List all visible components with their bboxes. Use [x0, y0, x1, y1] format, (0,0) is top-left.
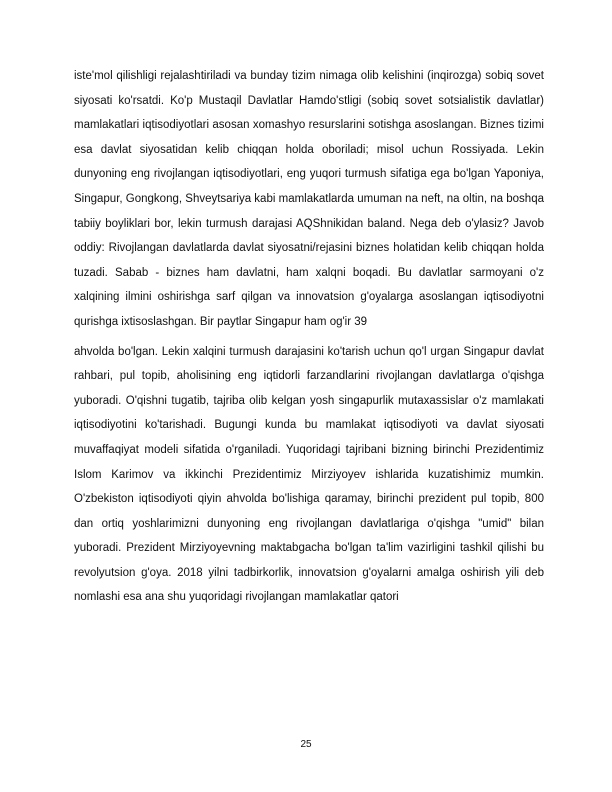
page-number: 25 — [300, 739, 312, 750]
paragraph-1: iste'mol qilishligi rejalashtiriladi va bunday tizim nimaga olib kelishini (inqirozga) sobiq sovet siyosati ko'rsatdi. Ko'p Mustaqil Davlatlar Hamdo'stligi (sobiq sovet sotsialistik davlatlar) mamlakatlari iqtisodiyotlari asosan xomashyo resurslarini sotishga asoslangan. Biznes tizimi esa davlat siyosatidan kelib chiqqan holda oboriladi; misol uchun Rossiyada. Lekin dunyoning eng rivojlangan iqtisodiyotlari, eng yuqori turmush sifatiga ega bo'lgan Yaponiya, Singapur, Gongkong, Shveytsariya kabi mamlakatlarda umuman na neft, na oltin, na boshqa tabiiy boyliklari bor, lekin turmush darajasi AQShnikidan baland. Nega deb o'ylasiz? Javob oddiy: Rivojlangan davlatlarda davlat siyosatni/rejasini biznes holatidan kelib chiqqan holda tuzadi. Sabab - biznes ham davlatni, ham xalqni boqadi. Bu davlatlar sarmoyani o'z xalqining ilmini oshirishga sarf qilgan va innovatsion g'oyalarga asoslangan iqtisodiyotni qurishga ixtisoslashgan. Bir paytlar Singapur ham og'ir 39 — [74, 70, 544, 328]
paragraph-2: ahvolda bo'lgan. Lekin xalqini turmush darajasini ko'tarish uchun qo'l urgan Singapur davlat rahbari, pul topib, aholisining eng iqtidorli farzandlarini rivojlangan davlatlarga o'qishga yuboradi. O'qishni tugatib, tajriba olib kelgan yosh singapurlik mutaxassislar o'z mamlakati iqtisodiyotini ko'tarishadi. Bugungi kunda bu mamlakat iqtisodiyoti va davlat siyosati muvaffaqiyat modeli sifatida o'rganiladi. Yuqoridagi tajribani bizning birinchi Prezidentimiz Islom Karimov va ikkinchi Prezidentimiz Mirziyoyev ishlarida kuzatishimiz mumkin. O'zbekiston iqtisodiyoti qiyin ahvolda bo'lishiga qaramay, birinchi prezident pul topib, 800 dan ortiq yoshlarimizni dunyoning eng rivojlangan davlatlariga o'qishga "umid" bilan yuboradi. Prezident Mirziyoyevning maktabgacha bo'lgan ta'lim vazirligini tashkil qilishi bu revolyutsion g'oya. 2018 yilni tadbirkorlik, innovatsion g'oyalarni amalga oshirish yili deb nomlashi esa ana shu yuqoridagi rivojlangan mamlakatlar qatori — [74, 345, 544, 604]
document-page — [74, 64, 544, 610]
